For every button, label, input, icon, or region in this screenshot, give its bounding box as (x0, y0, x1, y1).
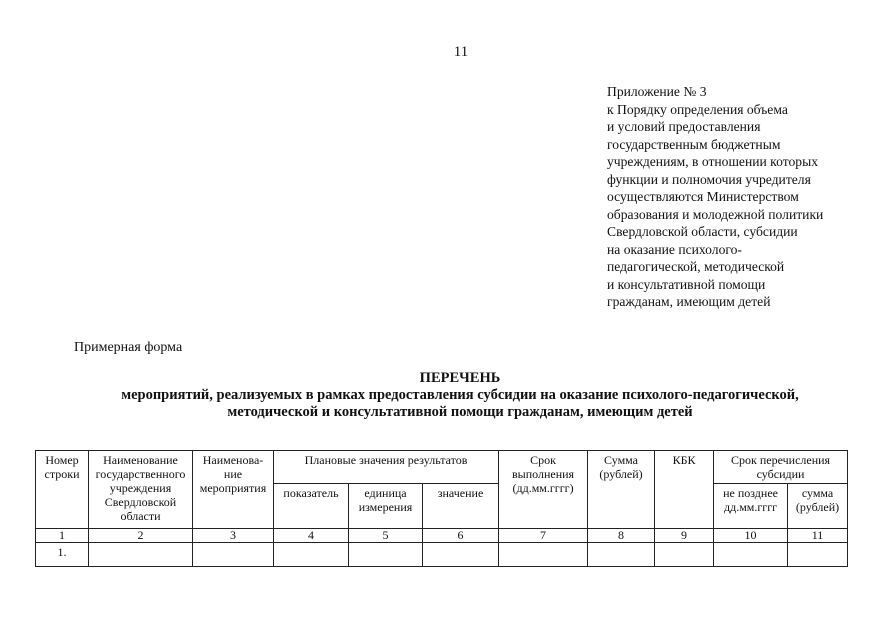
header-amount: Сумма (рублей) (588, 451, 655, 529)
events-table (35, 450, 848, 567)
table-cell (655, 543, 714, 567)
table-cell (588, 543, 655, 567)
table-row (36, 543, 848, 567)
appendix-line: осуществляются Министерством (607, 189, 799, 204)
header-row-number: Номер строки (36, 451, 89, 529)
table-cell (274, 543, 349, 567)
column-number: 8 (588, 529, 655, 543)
table-cell (193, 543, 274, 567)
appendix-line: учреждениям, в отношении которых (607, 154, 818, 169)
column-number: 9 (655, 529, 714, 543)
table-cell (423, 543, 499, 567)
header-transfer-amount: сумма (рублей) (788, 484, 848, 529)
column-number: 5 (349, 529, 423, 543)
title-subline: мероприятий, реализуемых в рамках предоставления субсидии на оказание психолого-педагогической, (121, 387, 799, 403)
appendix-line: к Порядку определения объема (607, 101, 788, 117)
header-kbk: КБК (655, 451, 714, 529)
appendix-line: функции и полномочия учредителя (607, 171, 811, 187)
header-deadline: Срок выполнения (дд.мм.гггг) (499, 451, 588, 529)
page-number: 11 (453, 44, 469, 60)
form-label: Примерная форма (74, 340, 183, 355)
header-not-later-than: не позднее дд.мм.гггг (714, 484, 788, 529)
appendix-line: гражданам, имеющим детей (607, 294, 771, 309)
column-number: 11 (788, 529, 848, 543)
appendix-line: государственным бюджетным (607, 136, 781, 152)
table-cell (89, 543, 193, 567)
header-value: значение (423, 484, 499, 529)
column-number-row (36, 529, 848, 543)
appendix-line: образования и молодежной политики (607, 206, 824, 222)
header-row (36, 451, 848, 484)
title-heading: ПЕРЕЧЕНЬ (419, 370, 501, 386)
appendix-line: и консультативной помощи (607, 276, 766, 292)
header-event-name: Наименова-ние мероприятия (193, 451, 274, 529)
table-cell (788, 543, 848, 567)
row-number-cell: 1. (36, 543, 89, 567)
appendix-line: Свердловской области, субсидии (607, 224, 798, 239)
header-planned-results: Плановые значения результатов (274, 451, 499, 484)
column-number: 3 (193, 529, 274, 543)
header-unit: единица измерения (349, 484, 423, 529)
table-cell (714, 543, 788, 567)
header-indicator: показатель (274, 484, 349, 529)
appendix-block (607, 83, 875, 311)
table-cell (499, 543, 588, 567)
header-institution-name: Наименование государственного учреждения Свердловской области (89, 451, 193, 529)
column-number: 7 (499, 529, 588, 543)
appendix-line: и условий предоставления (607, 119, 761, 134)
column-number: 4 (274, 529, 349, 543)
column-number: 1 (36, 529, 89, 543)
appendix-line: на оказание психолого- (607, 241, 742, 257)
column-number: 10 (714, 529, 788, 543)
header-transfer-term: Срок перечисления субсидии (714, 451, 848, 484)
column-number: 2 (89, 529, 193, 543)
table-cell (349, 543, 423, 567)
title-subline: методической и консультативной помощи гражданам, имеющим детей (227, 404, 693, 420)
document-title (60, 370, 860, 421)
appendix-line: педагогической, методической (607, 259, 785, 274)
column-number: 6 (423, 529, 499, 543)
appendix-line: Приложение № 3 (607, 84, 707, 99)
